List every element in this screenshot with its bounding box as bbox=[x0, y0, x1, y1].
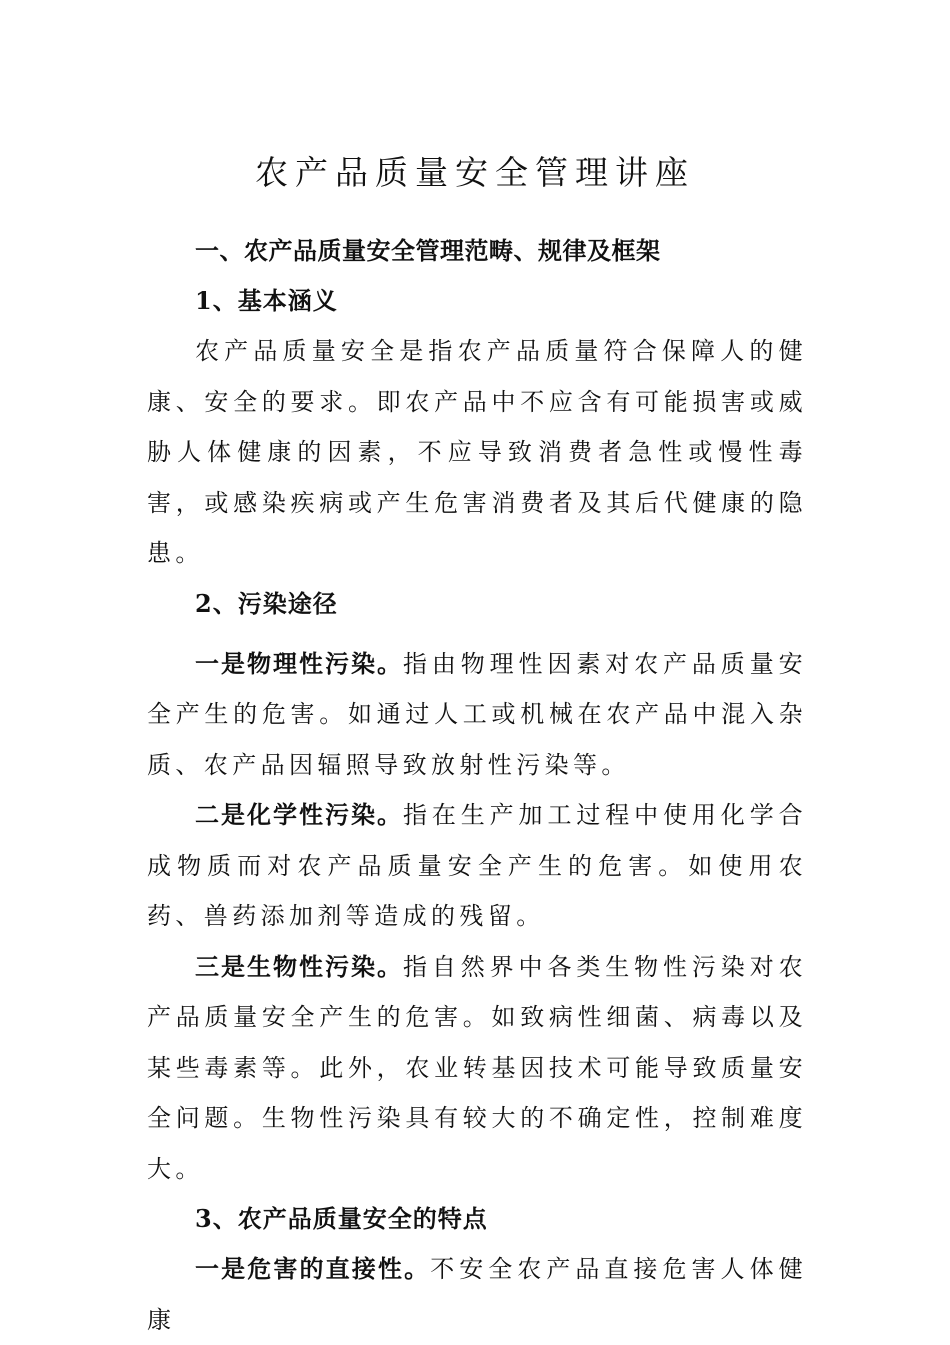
paragraph-physical-pollution bbox=[147, 639, 807, 791]
paragraph-text: 指在生产加工过程中使用化学合成物质而对农产品质量安全产生的危害。如使用农药、兽药添加剂等造成的残留。 bbox=[147, 801, 807, 930]
paragraph-biological-pollution bbox=[147, 942, 807, 1195]
paragraph-direct-harm bbox=[147, 1244, 807, 1345]
paragraph-lead: 一是物理性污染。 bbox=[195, 648, 403, 678]
paragraph-text: 不安全农产品直接危害人体健康 bbox=[147, 1255, 808, 1334]
paragraph-lead: 一是危害的直接性。 bbox=[195, 1254, 431, 1283]
paragraph-basic-meaning: 农产品质量安全是指农产品质量符合保障人的健康、安全的要求。即农产品中不应含有可能损害或威胁人体健康的因素，不应导致消费者急性或慢性毒害，或感染疾病或产生危害消费者及其后代健康的隐患。 bbox=[147, 337, 807, 567]
paragraph-text: 指自然界中各类生物性污染对农产品质量安全产生的危害。如致病性细菌、病毒以及某些毒素等。此外，农业转基因技术可能导致质量安全问题。生物性污染具有较大的不确定性，控制难度大。 bbox=[147, 952, 807, 1183]
subsection-heading-basic-meaning: 1、基本涵义 bbox=[195, 286, 338, 315]
document-title: 农产品质量安全管理讲座 bbox=[255, 153, 695, 193]
paragraph-text: 指由物理性因素对农产品质量安全产生的危害。如通过人工或机械在农产品中混入杂质、农产品因辐照导致放射性污染等。 bbox=[147, 649, 807, 779]
paragraph-lead: 三是生物性污染。 bbox=[195, 951, 403, 981]
paragraph-lead: 二是化学性污染。 bbox=[195, 800, 403, 829]
spacer bbox=[147, 629, 807, 639]
document-body bbox=[147, 226, 807, 1345]
section-heading: 一、农产品质量安全管理范畴、规律及框架 bbox=[195, 237, 661, 265]
subsection-heading-characteristics: 3、农产品质量安全的特点 bbox=[195, 1204, 488, 1233]
paragraph-chemical-pollution bbox=[147, 790, 807, 942]
subsection-heading-pollution-routes: 2、污染途径 bbox=[195, 588, 338, 618]
